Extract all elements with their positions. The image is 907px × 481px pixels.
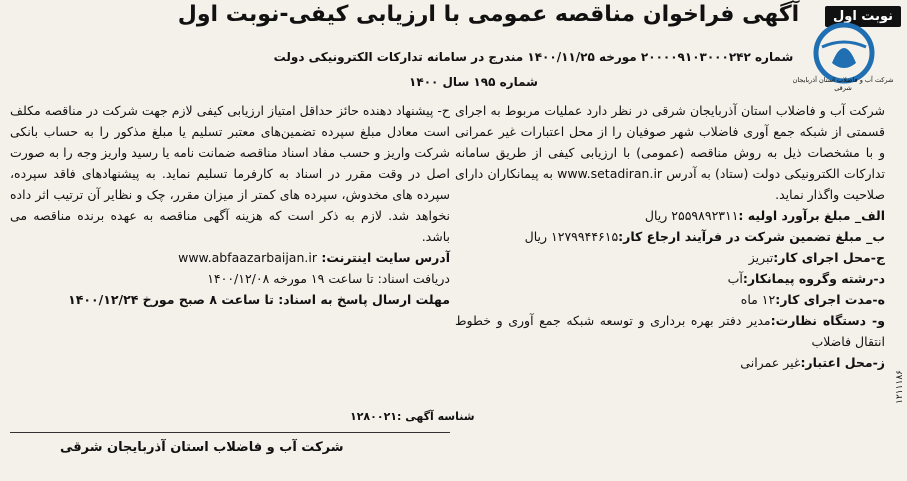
- deposit-paragraph: ح- پیشنهاد دهنده حائز حداقل امتیاز ارزیابی کیفی لازم جهت شرکت در مناقصه مکلف است معادل مبلغ سپرده تضمین‌های معتبر تسلیم یا مبلغ مذکور را به حساب بانکی شرکت واریز و حسب مفاد اسناد مناقصه ضمانت نامه یا رسید واریز وجه را به صورت اصل در وقت مقرر در اسناد به کارفرما تسلیم نماید. به پیشنهادهای فاقد سپرده، سپرده های مخدوش، سپرده های کمتر از میزان مقرر، چک و نظایر آن ترتیب اثر داده نخواهد شد. لازم به ذکر است که هزینه آگهی مناقصه به عهده برنده مناقصه می باشد.: [10, 103, 450, 244]
- intro-paragraph: شرکت آب و فاضلاب استان آذربایجان شرقی در نظر دارد عملیات مربوط به اجرای قسمتی از شبکه جمع آوری فاضلاب شهر صوفیان را از محل اعتبارات غیر عمرانی و با مشخصات ذیل به روش مناقصه (عمومی) با ارزیابی کیفی از طریق سامانه تدارکات الکترونیکی دولت (ستاد) به آدرس www.setadiran.ir به پیمانکاران دارای صلاحیت واگذار نماید.: [455, 103, 885, 202]
- divider: [10, 432, 450, 433]
- left-column: [10, 100, 450, 310]
- item-funding: ز-محل اعتبار:غیر عمرانی: [740, 355, 885, 370]
- item-contractor-field: د-رشته وگروه پیمانکار:آب: [727, 271, 885, 286]
- item-estimate: الف_ مبلغ برآورد اولیه :۲۵۵۹۸۹۲۳۱۱ ریال: [644, 208, 885, 223]
- item-supervision: و- دستگاه نظارت:مدیر دفتر بهره برداری و توسعه شبکه جمع آوری و خطوط انتقال فاضلاب: [455, 313, 885, 349]
- item-duration: ه-مدت اجرای کار:۱۲ ماه: [740, 292, 885, 307]
- item-location: ج-محل اجرای کار:تبریز: [748, 250, 885, 265]
- notice-subtitle: شماره ۲۰۰۰۰۹۱۰۳۰۰۰۲۴۲ مورخه ۱۴۰۰/۱۱/۲۵ مندرج در سامانه تدارکات الکترونیکی دولت: [273, 50, 794, 64]
- side-code: ۱۲۱۱۱۸۶: [895, 370, 905, 404]
- round-badge: نوبت اول: [825, 6, 901, 27]
- website-link[interactable]: www.abfaazarbaijan.ir: [178, 250, 317, 265]
- notice-id: شناسه آگهی :۱۲۸۰۰۲۱: [350, 410, 475, 423]
- notice-subtitle-number: شماره ۱۹۵ سال ۱۴۰۰: [409, 75, 538, 89]
- notice-title: آگهی فراخوان مناقصه عمومی با ارزیابی کیفی-نوبت اول: [177, 2, 800, 27]
- website-line: آدرس سایت اینترنت: www.abfaazarbaijan.ir: [178, 250, 450, 265]
- footer-company: شرکت آب و فاضلاب استان آذربایجان شرقی: [60, 440, 344, 455]
- deadline: مهلت ارسال پاسخ به اسناد: تا ساعت ۸ صبح مورخ ۱۴۰۰/۱۲/۲۴: [68, 292, 450, 307]
- right-column: [455, 100, 885, 373]
- item-guarantee: ب_ مبلغ تضمین شرکت در فرآیند ارجاع کار:۱۲۷۹۹۴۴۶۱۵ ریال: [524, 229, 885, 244]
- logo-caption: شرکت آب و فاضلاب استان آذربایجان شرقی: [792, 76, 894, 92]
- docs-receipt: دریافت اسناد: تا ساعت ۱۹ مورخه ۱۴۰۰/۱۲/۰۸: [207, 271, 450, 286]
